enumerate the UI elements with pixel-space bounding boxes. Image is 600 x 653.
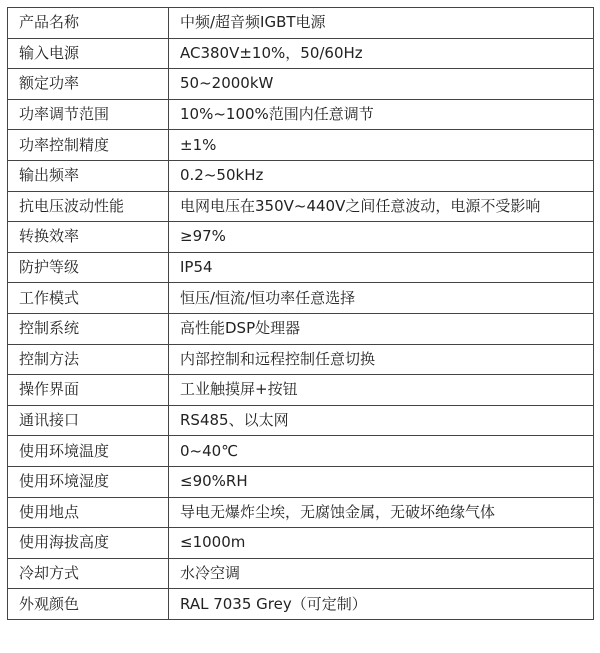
- table-row: [8, 222, 594, 253]
- spec-value: 电网电压在350V~440V之间任意波动，电源不受影响: [169, 191, 594, 222]
- spec-value: AC380V±10%，50/60Hz: [169, 38, 594, 69]
- spec-label: 通讯接口: [8, 405, 169, 436]
- spec-label: 工作模式: [8, 283, 169, 314]
- spec-value: ±1%: [169, 130, 594, 161]
- spec-label: 操作界面: [8, 375, 169, 406]
- spec-label: 控制方法: [8, 344, 169, 375]
- spec-value: 水冷空调: [169, 558, 594, 589]
- spec-value: ≥97%: [169, 222, 594, 253]
- table-row: [8, 436, 594, 467]
- spec-value: RS485、以太网: [169, 405, 594, 436]
- table-row: [8, 99, 594, 130]
- spec-label: 功率调节范围: [8, 99, 169, 130]
- spec-label: 使用海拔高度: [8, 528, 169, 559]
- spec-value: 50~2000kW: [169, 69, 594, 100]
- table-row: [8, 130, 594, 161]
- table-row: [8, 589, 594, 620]
- spec-value: 0~40℃: [169, 436, 594, 467]
- spec-label: 防护等级: [8, 252, 169, 283]
- spec-value: 中频/超音频IGBT电源: [169, 8, 594, 39]
- spec-label: 额定功率: [8, 69, 169, 100]
- spec-label: 冷却方式: [8, 558, 169, 589]
- spec-value: ≤1000m: [169, 528, 594, 559]
- spec-value: 10%~100%范围内任意调节: [169, 99, 594, 130]
- spec-value: 导电无爆炸尘埃，无腐蚀金属，无破坏绝缘气体: [169, 497, 594, 528]
- table-row: [8, 344, 594, 375]
- spec-label: 使用环境温度: [8, 436, 169, 467]
- table-row: [8, 38, 594, 69]
- spec-value: 恒压/恒流/恒功率任意选择: [169, 283, 594, 314]
- table-row: [8, 375, 594, 406]
- table-row: [8, 466, 594, 497]
- table-row: [8, 283, 594, 314]
- table-row: [8, 160, 594, 191]
- spec-value: 0.2~50kHz: [169, 160, 594, 191]
- table-row: [8, 191, 594, 222]
- spec-value: 内部控制和远程控制任意切换: [169, 344, 594, 375]
- table-row: [8, 252, 594, 283]
- spec-value: 高性能DSP处理器: [169, 313, 594, 344]
- table-row: [8, 405, 594, 436]
- spec-label: 外观颜色: [8, 589, 169, 620]
- table-row: [8, 69, 594, 100]
- spec-label: 输出频率: [8, 160, 169, 191]
- spec-value: RAL 7035 Grey（可定制）: [169, 589, 594, 620]
- table-row: [8, 313, 594, 344]
- spec-label: 使用环境湿度: [8, 466, 169, 497]
- spec-label: 转换效率: [8, 222, 169, 253]
- spec-label: 输入电源: [8, 38, 169, 69]
- spec-label: 使用地点: [8, 497, 169, 528]
- spec-label: 产品名称: [8, 8, 169, 39]
- spec-label: 抗电压波动性能: [8, 191, 169, 222]
- table-row: [8, 8, 594, 39]
- spec-label: 控制系统: [8, 313, 169, 344]
- table-row: [8, 558, 594, 589]
- spec-table-body: [8, 8, 594, 620]
- spec-value: IP54: [169, 252, 594, 283]
- spec-sheet: [7, 7, 593, 620]
- spec-value: ≤90%RH: [169, 466, 594, 497]
- spec-value: 工业触摸屏+按钮: [169, 375, 594, 406]
- spec-table: [7, 7, 594, 620]
- table-row: [8, 528, 594, 559]
- spec-label: 功率控制精度: [8, 130, 169, 161]
- table-row: [8, 497, 594, 528]
